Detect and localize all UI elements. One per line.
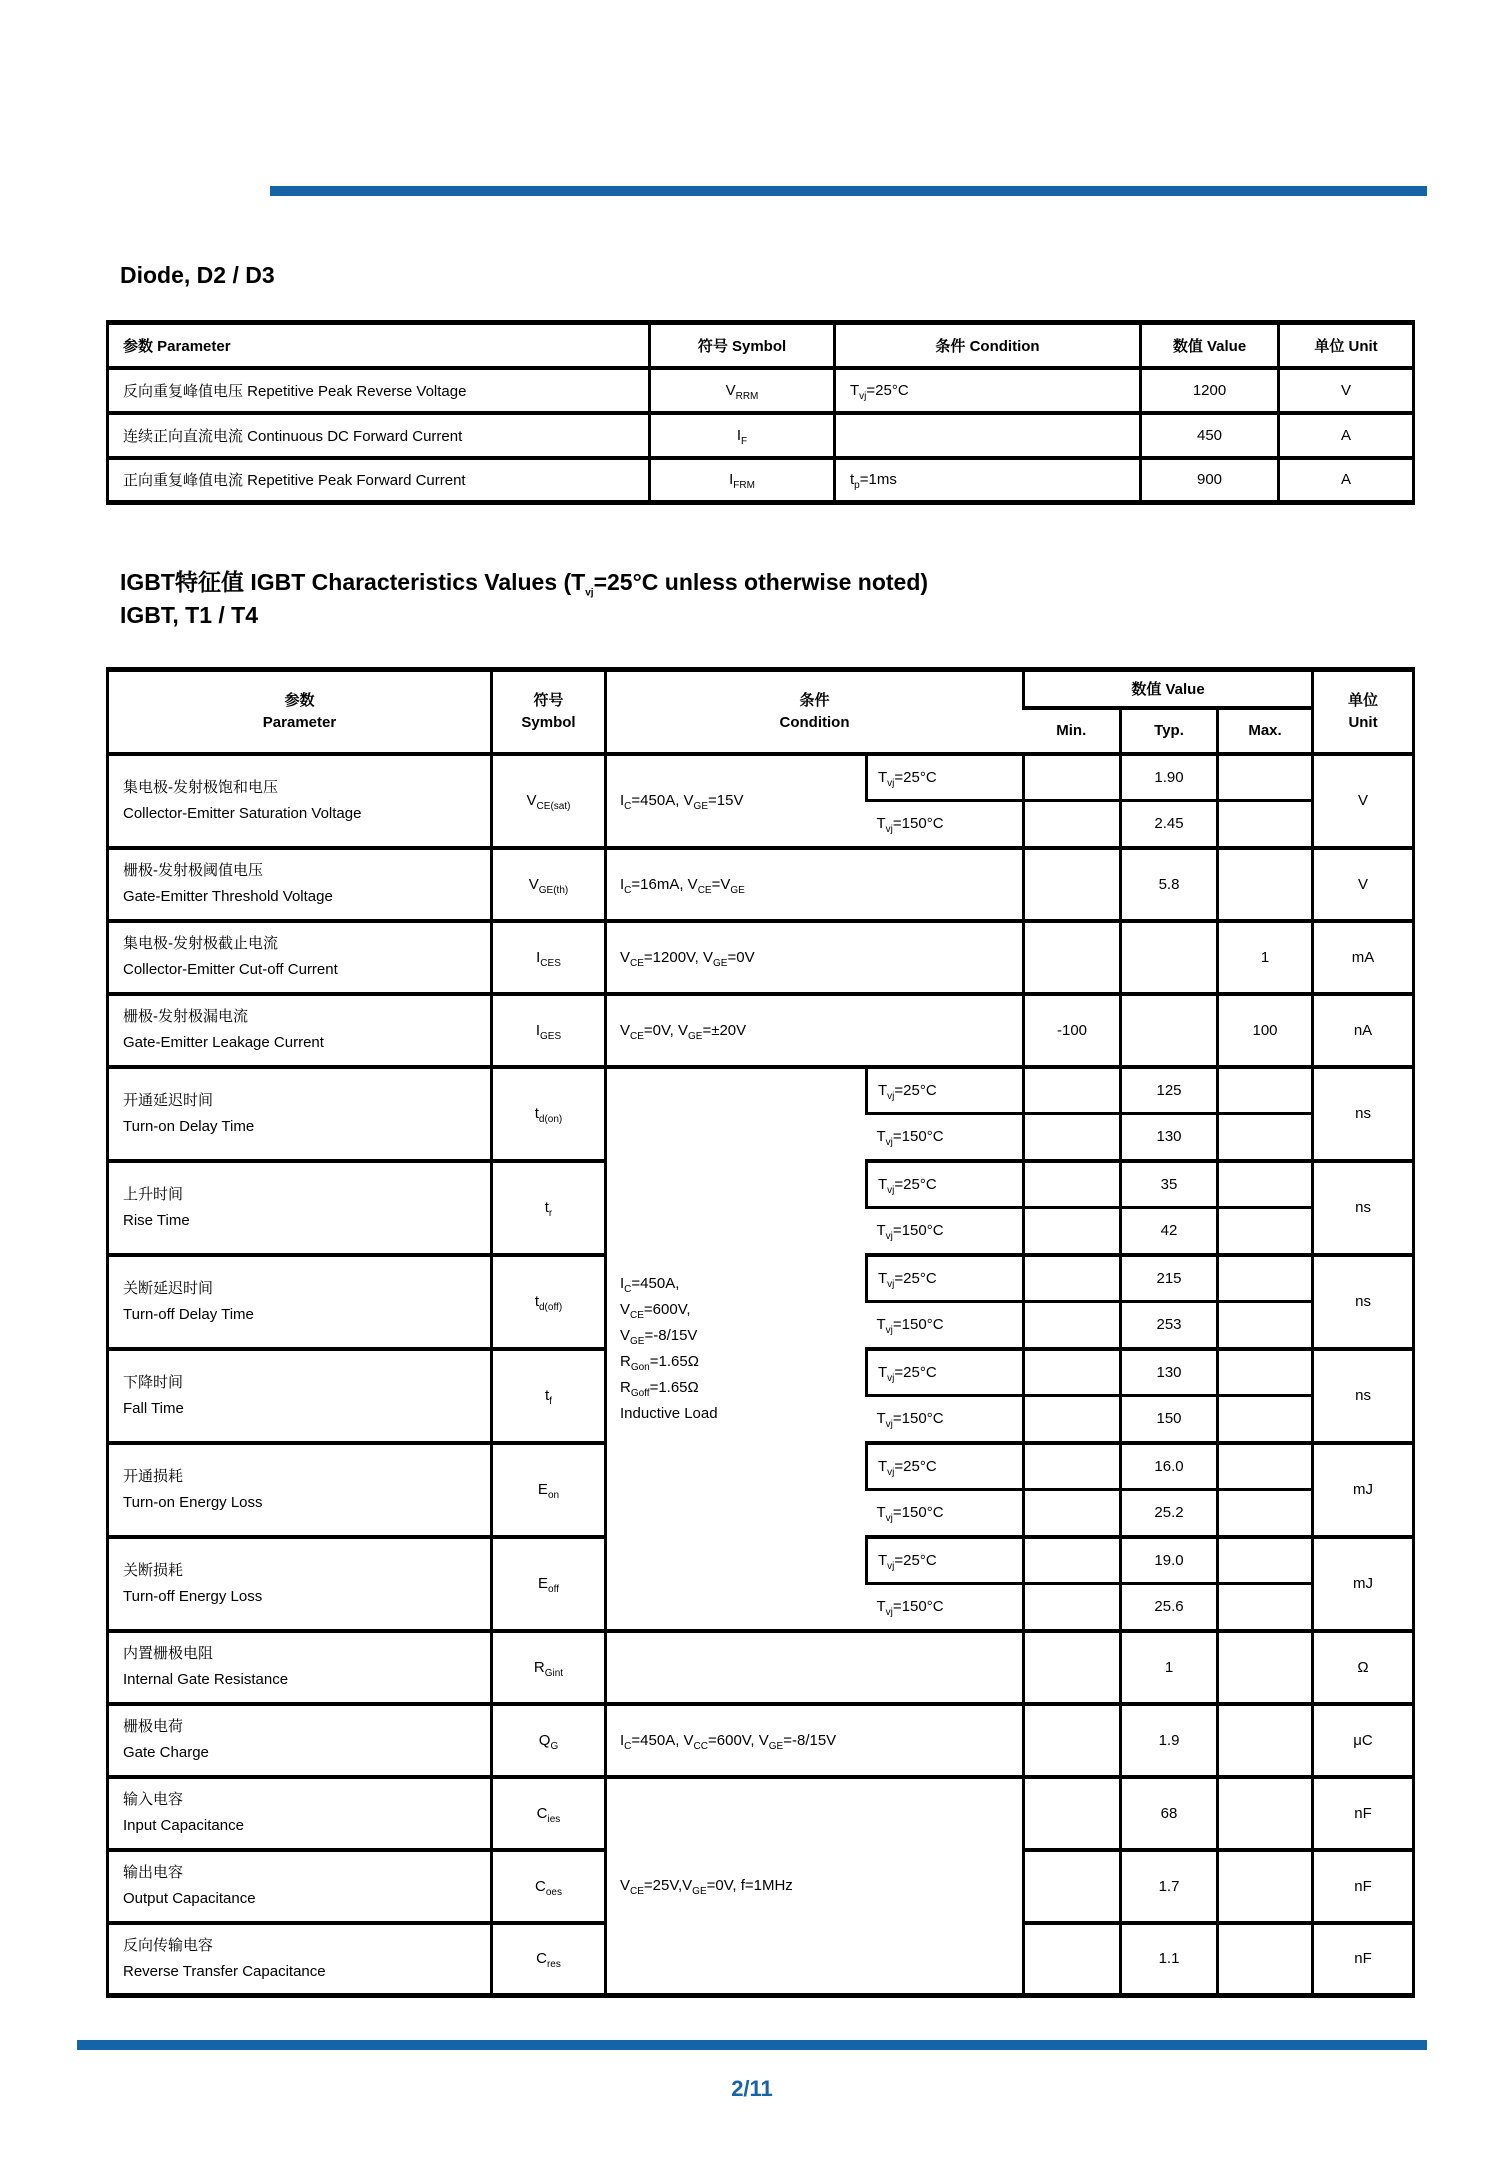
symbol-cell: $I_F$	[650, 413, 835, 458]
parameter-zh: 关断延迟时间	[123, 1279, 214, 1297]
max-cell: 1	[1218, 921, 1313, 994]
parameter-en: Fall Time	[123, 1399, 184, 1417]
parameter-en: Gate Charge	[123, 1744, 209, 1761]
parameter-zh: 开通延迟时间	[123, 1091, 214, 1109]
tvj-cell: $T_{vj}=25^\circ C$	[867, 1067, 1024, 1114]
col-header-parameter	[108, 670, 492, 754]
col-header-condition	[606, 670, 1024, 754]
parameter-zh: 栅极-发射极漏电流	[123, 1008, 248, 1025]
min-cell	[1024, 1923, 1121, 1996]
parameter-cell	[108, 921, 492, 994]
min-cell	[1024, 1349, 1121, 1396]
condition-line: $R_{Gon}=1.65\Omega$	[620, 1352, 699, 1373]
parameter-cell	[108, 1067, 492, 1161]
typ-cell: 1.7	[1121, 1850, 1218, 1923]
parameter-zh: 内置栅极电阻	[123, 1645, 214, 1662]
condition-cell	[606, 1631, 1024, 1704]
symbol-cell: $t_{d(off)}$	[492, 1255, 606, 1349]
tvj-cell: $T_{vj}=25^\circ C$	[867, 1537, 1024, 1584]
parameter-cell	[108, 754, 492, 848]
table-row	[108, 413, 1414, 458]
unit-cell: nF	[1313, 1923, 1414, 1996]
symbol-cell: $V_{CE(sat)}$	[492, 754, 606, 848]
condition-line: $I_C=450A$,	[620, 1274, 680, 1295]
col-header-symbol: 符号 Symbol	[650, 323, 835, 368]
min-cell	[1024, 1584, 1121, 1631]
tvj-cell: $T_{vj}=25^\circ C$	[867, 1349, 1024, 1396]
parameter-zh: 下降时间	[123, 1373, 184, 1391]
unit-cell: Ω	[1313, 1631, 1414, 1704]
col-header-min: Min.	[1024, 708, 1121, 754]
min-cell	[1024, 801, 1121, 848]
table-row	[108, 754, 1414, 801]
min-cell	[1024, 1396, 1121, 1443]
col-header-unit-en: Unit	[1348, 713, 1378, 731]
col-header-unit	[1313, 670, 1414, 754]
max-cell	[1218, 848, 1313, 921]
page-number: 2/11	[731, 2076, 773, 2101]
min-cell	[1024, 1161, 1121, 1208]
unit-cell: mJ	[1313, 1443, 1414, 1537]
symbol-cell: $C_{res}$	[492, 1923, 606, 1996]
typ-cell: 1.9	[1121, 1704, 1218, 1777]
parameter-zh: 反向传输电容	[123, 1936, 214, 1954]
parameter-cell	[108, 1349, 492, 1443]
unit-cell: V	[1313, 848, 1414, 921]
unit-cell: mA	[1313, 921, 1414, 994]
parameter-en: Collector-Emitter Saturation Voltage	[123, 804, 362, 822]
unit-cell: A	[1279, 458, 1414, 503]
typ-cell: 25.2	[1121, 1490, 1218, 1537]
max-cell	[1218, 1850, 1313, 1923]
table-row	[108, 921, 1414, 994]
min-cell	[1024, 1850, 1121, 1923]
symbol-cell: $V_{RRM}$	[650, 368, 835, 413]
col-header-unit-zh: 单位	[1348, 691, 1379, 709]
condition-line: $V_{GE}=-8/15V$	[620, 1326, 698, 1347]
min-cell	[1024, 921, 1121, 994]
max-cell	[1218, 1114, 1313, 1161]
parameter-en: Turn-on Delay Time	[123, 1117, 255, 1135]
table-row	[108, 1777, 1414, 1850]
col-header-condition-en: Condition	[779, 713, 850, 731]
parameter-zh: 栅极电荷	[123, 1718, 184, 1735]
parameter-cell: 正向重复峰值电流 Repetitive Peak Forward Current	[108, 458, 650, 503]
symbol-cell: $V_{GE(th)}$	[492, 848, 606, 921]
footer-divider-bar	[77, 2040, 1427, 2050]
parameter-cell	[108, 1631, 492, 1704]
typ-cell	[1121, 994, 1218, 1067]
symbol-cell: $t_{d(on)}$	[492, 1067, 606, 1161]
max-cell	[1218, 1490, 1313, 1537]
parameter-en: Gate-Emitter Leakage Current	[123, 1034, 324, 1051]
unit-cell: ns	[1313, 1349, 1414, 1443]
typ-cell: 253	[1121, 1302, 1218, 1349]
col-header-value: 数值 Value	[1141, 323, 1279, 368]
col-header-condition: 条件 Condition	[835, 323, 1141, 368]
col-header-typ: Typ.	[1121, 708, 1218, 754]
igbt-section-title	[120, 566, 928, 632]
value-cell: 1200	[1141, 368, 1279, 413]
parameter-cell	[108, 1255, 492, 1349]
table-header-row	[108, 670, 1414, 708]
max-cell	[1218, 1631, 1313, 1704]
min-cell	[1024, 1302, 1121, 1349]
col-header-max: Max.	[1218, 708, 1313, 754]
symbol-cell: $t_r$	[492, 1161, 606, 1255]
typ-cell: 1	[1121, 1631, 1218, 1704]
max-cell	[1218, 1302, 1313, 1349]
tvj-cell: $T_{vj}=150^\circ C$	[867, 1208, 1024, 1255]
typ-cell: 1.1	[1121, 1923, 1218, 1996]
header-divider-bar	[270, 186, 1427, 196]
col-header-parameter-en: Parameter	[262, 713, 337, 731]
max-cell	[1218, 1208, 1313, 1255]
table-row	[108, 848, 1414, 921]
min-cell	[1024, 1114, 1121, 1161]
typ-cell: 125	[1121, 1067, 1218, 1114]
condition-cell: $V_{CE}=1200V$, $V_{GE}=0V$	[606, 921, 1024, 994]
unit-cell: ns	[1313, 1161, 1414, 1255]
table-row	[108, 368, 1414, 413]
col-header-parameter-zh: 参数	[284, 691, 315, 709]
parameter-cell	[108, 848, 492, 921]
condition-cell: $I_C=450A$, $V_{CC}=600V$, $V_{GE}=-8/15V$	[606, 1704, 1024, 1777]
parameter-zh: 集电极-发射极饱和电压	[123, 778, 278, 796]
switching-condition-cell	[606, 1067, 867, 1631]
parameter-zh: 开通损耗	[123, 1467, 184, 1485]
min-cell	[1024, 1255, 1121, 1302]
min-cell	[1024, 1631, 1121, 1704]
tvj-cell: $T_{vj}=150^\circ C$	[867, 1114, 1024, 1161]
tvj-cell: $T_{vj}=150^\circ C$	[867, 1396, 1024, 1443]
parameter-cell: 连续正向直流电流 Continuous DC Forward Current	[108, 413, 650, 458]
parameter-cell	[108, 1923, 492, 1996]
min-cell: -100	[1024, 994, 1121, 1067]
parameter-cell	[108, 1443, 492, 1537]
parameter-cell	[108, 1537, 492, 1631]
condition-cell: $I_C=16mA$, $V_{CE}=V_{GE}$	[606, 848, 1024, 921]
parameter-en: Collector-Emitter Cut-off Current	[123, 961, 338, 978]
tvj-cell: $T_{vj}=25^\circ C$	[867, 1161, 1024, 1208]
parameter-zh: 输出电容	[123, 1864, 184, 1881]
max-cell	[1218, 1704, 1313, 1777]
igbt-table	[106, 667, 1415, 1998]
unit-cell: A	[1279, 413, 1414, 458]
igbt-section-subtitle: IGBT, T1 / T4	[120, 602, 259, 628]
parameter-cell	[108, 994, 492, 1067]
tvj-cell: $T_{vj}=25^\circ C$	[867, 1255, 1024, 1302]
tvj-cell: $T_{vj}=150^\circ C$	[867, 1302, 1024, 1349]
unit-cell: V	[1313, 754, 1414, 848]
parameter-cell	[108, 1704, 492, 1777]
symbol-cell: $Q_G$	[492, 1704, 606, 1777]
parameter-en: Input Capacitance	[123, 1817, 244, 1834]
condition-cell: $t_p=1ms$	[835, 458, 1141, 503]
col-header-unit: 单位 Unit	[1279, 323, 1414, 368]
typ-cell: 25.6	[1121, 1584, 1218, 1631]
parameter-en: Turn-off Energy Loss	[123, 1587, 263, 1605]
typ-cell: 5.8	[1121, 848, 1218, 921]
table-row	[108, 1704, 1414, 1777]
unit-cell: nF	[1313, 1850, 1414, 1923]
max-cell	[1218, 1161, 1313, 1208]
symbol-cell: $I_{GES}$	[492, 994, 606, 1067]
condition-line: $R_{Goff}=1.65\Omega$	[620, 1378, 699, 1399]
unit-cell: ns	[1313, 1255, 1414, 1349]
max-cell	[1218, 1537, 1313, 1584]
max-cell	[1218, 1584, 1313, 1631]
symbol-cell: $I_{FRM}$	[650, 458, 835, 503]
parameter-cell: 反向重复峰值电压 Repetitive Peak Reverse Voltage	[108, 368, 650, 413]
parameter-en: Output Capacitance	[123, 1890, 256, 1907]
max-cell	[1218, 1923, 1313, 1996]
parameter-zh: 输入电容	[123, 1791, 184, 1808]
typ-cell: 2.45	[1121, 801, 1218, 848]
parameter-cell	[108, 1850, 492, 1923]
max-cell	[1218, 1255, 1313, 1302]
parameter-en: Turn-on Energy Loss	[123, 1493, 263, 1511]
typ-cell	[1121, 921, 1218, 994]
table-header-row	[108, 323, 1414, 368]
symbol-cell: $C_{oes}$	[492, 1850, 606, 1923]
typ-cell: 130	[1121, 1114, 1218, 1161]
diode-section-title: Diode, D2 / D3	[120, 262, 275, 288]
diode-table	[106, 320, 1415, 505]
table-row	[108, 458, 1414, 503]
tvj-cell: $T_{vj}=25^\circ C$	[867, 1443, 1024, 1490]
min-cell	[1024, 754, 1121, 801]
parameter-zh: 上升时间	[123, 1185, 184, 1203]
tvj-cell: $T_{vj}=150^\circ C$	[867, 1584, 1024, 1631]
table-row	[108, 1631, 1414, 1704]
parameter-en: Rise Time	[123, 1211, 190, 1229]
max-cell	[1218, 1396, 1313, 1443]
typ-cell: 1.90	[1121, 754, 1218, 801]
parameter-cell	[108, 1161, 492, 1255]
condition-cell: $T_{vj}=25^\circ C$	[835, 368, 1141, 413]
unit-cell: μC	[1313, 1704, 1414, 1777]
min-cell	[1024, 1537, 1121, 1584]
tvj-cell: $T_{vj}=25^\circ C$	[867, 754, 1024, 801]
col-header-symbol-en: Symbol	[521, 713, 576, 731]
max-cell	[1218, 1777, 1313, 1850]
igbt-section-title-line: IGBT特征值 IGBT Characteristics Values ($T_{vj}=25^\circ C$ unless otherwise noted)	[120, 569, 929, 599]
min-cell	[1024, 1704, 1121, 1777]
typ-cell: 42	[1121, 1208, 1218, 1255]
typ-cell: 35	[1121, 1161, 1218, 1208]
tvj-cell: $T_{vj}=150^\circ C$	[867, 801, 1024, 848]
max-cell	[1218, 1443, 1313, 1490]
typ-cell: 215	[1121, 1255, 1218, 1302]
symbol-cell: $E_{off}$	[492, 1537, 606, 1631]
max-cell	[1218, 754, 1313, 801]
condition-cell: $I_C=450A$, $V_{GE}=15V$	[606, 754, 867, 848]
condition-cell: $V_{CE}=0V$, $V_{GE}=\pm 20V$	[606, 994, 1024, 1067]
col-header-symbol	[492, 670, 606, 754]
col-header-symbol-zh: 符号	[533, 691, 564, 709]
parameter-zh: 栅极-发射极阈值电压	[123, 862, 263, 879]
unit-cell: ns	[1313, 1067, 1414, 1161]
symbol-cell: $C_{ies}$	[492, 1777, 606, 1850]
typ-cell: 150	[1121, 1396, 1218, 1443]
col-header-value: 数值 Value	[1024, 670, 1313, 708]
min-cell	[1024, 848, 1121, 921]
min-cell	[1024, 1490, 1121, 1537]
max-cell	[1218, 1349, 1313, 1396]
min-cell	[1024, 1777, 1121, 1850]
symbol-cell: $E_{on}$	[492, 1443, 606, 1537]
condition-cell	[835, 413, 1141, 458]
parameter-zh: 集电极-发射极截止电流	[123, 935, 278, 952]
symbol-cell: $t_f$	[492, 1349, 606, 1443]
condition-line: Inductive Load	[620, 1404, 718, 1422]
tvj-cell: $T_{vj}=150^\circ C$	[867, 1490, 1024, 1537]
max-cell: 100	[1218, 994, 1313, 1067]
parameter-en: Turn-off Delay Time	[123, 1305, 254, 1323]
parameter-cell	[108, 1777, 492, 1850]
value-cell: 900	[1141, 458, 1279, 503]
unit-cell: nA	[1313, 994, 1414, 1067]
max-cell	[1218, 1067, 1313, 1114]
typ-cell: 16.0	[1121, 1443, 1218, 1490]
typ-cell: 130	[1121, 1349, 1218, 1396]
symbol-cell: $I_{CES}$	[492, 921, 606, 994]
min-cell	[1024, 1208, 1121, 1255]
table-row	[108, 994, 1414, 1067]
table-row	[108, 1067, 1414, 1114]
max-cell	[1218, 801, 1313, 848]
condition-line: $V_{CE}=600V$,	[620, 1300, 691, 1321]
unit-cell: nF	[1313, 1777, 1414, 1850]
parameter-en: Internal Gate Resistance	[123, 1671, 289, 1688]
col-header-parameter: 参数 Parameter	[123, 337, 231, 355]
unit-cell: mJ	[1313, 1537, 1414, 1631]
typ-cell: 68	[1121, 1777, 1218, 1850]
symbol-cell: $R_{Gint}$	[492, 1631, 606, 1704]
parameter-zh: 关断损耗	[123, 1561, 184, 1579]
typ-cell: 19.0	[1121, 1537, 1218, 1584]
col-header-condition-zh: 条件	[799, 691, 830, 709]
capacitance-condition-cell: $V_{CE}=25V,V_{GE}=0V$, f=1MHz	[606, 1777, 1024, 1996]
min-cell	[1024, 1443, 1121, 1490]
min-cell	[1024, 1067, 1121, 1114]
parameter-en: Gate-Emitter Threshold Voltage	[123, 888, 333, 905]
unit-cell: V	[1279, 368, 1414, 413]
value-cell: 450	[1141, 413, 1279, 458]
parameter-en: Reverse Transfer Capacitance	[123, 1962, 326, 1980]
